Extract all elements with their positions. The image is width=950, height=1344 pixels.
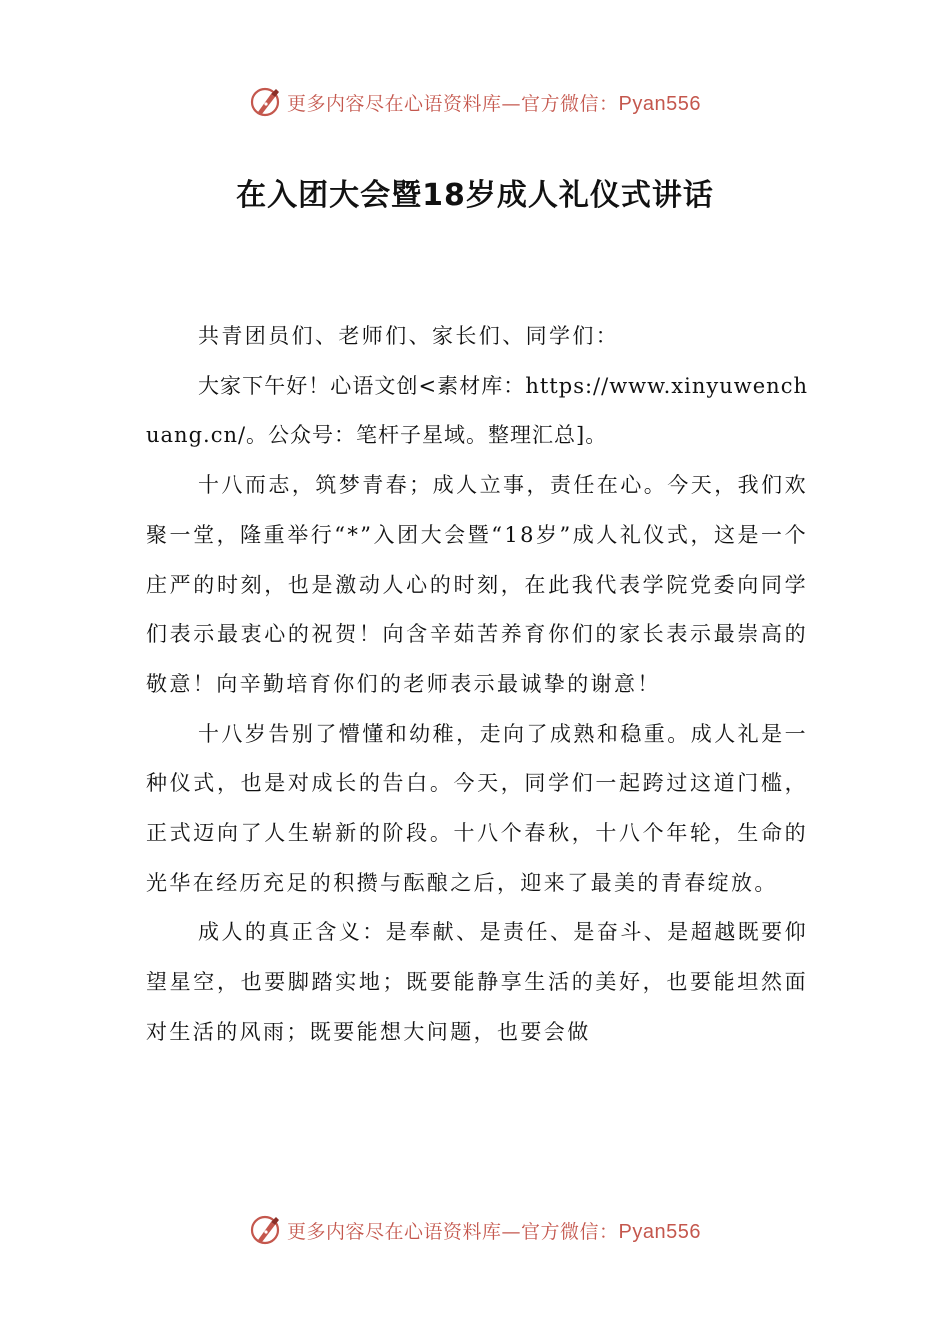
banner-slogan: 更多内容尽在心语资料库—官方微信： bbox=[287, 1220, 619, 1243]
banner-wechat-id: Pyan556 bbox=[618, 1220, 701, 1243]
pen-nib-logo-icon bbox=[249, 1213, 283, 1247]
paragraph: 十八岁告别了懵懂和幼稚，走向了成熟和稳重。成人礼是一种仪式，也是对成长的告白。今天，同学们一起跨过这道门槛，正式迈向了人生崭新的阶段。十八个春秋，十八个年轮，生命的光华在经历充足的积攒与酝酿之后，迎来了最美的青春绽放。 bbox=[146, 721, 808, 895]
paragraph: 共青团员们、老师们、家长们、同学们： bbox=[198, 324, 620, 348]
banner-text bbox=[287, 89, 701, 116]
paragraph: 成人的真正含义：是奉献、是责任、是奋斗、是超越既要仰望星空，也要脚踏实地；既要能静享生活的美好，也要能坦然面对生活的风雨；既要能想大问题，也要会做 bbox=[146, 920, 808, 1044]
pen-nib-logo-icon bbox=[249, 85, 283, 119]
banner-slogan: 更多内容尽在心语资料库—官方微信： bbox=[287, 92, 619, 115]
paragraph: 十八而志，筑梦青春；成人立事，责任在心。今天，我们欢聚一堂，隆重举行“*”入团大会暨“18岁”成人礼仪式，这是一个庄严的时刻，也是激动人心的时刻，在此我代表学院党委向同学们表示最衷心的祝贺！向含辛茹苦养育你们的家长表示最崇高的敬意！向辛勤培育你们的老师表示最诚挚的谢意！ bbox=[146, 473, 808, 696]
header-banner bbox=[0, 82, 950, 122]
document-body bbox=[146, 312, 808, 1058]
paragraph: 大家下午好！心语文创<素材库：https://www.xinyuwenchuang.cn/。公众号：笔杆子星域。整理汇总]。 bbox=[146, 373, 808, 448]
banner-wechat-id: Pyan556 bbox=[618, 92, 701, 115]
page-title: 在入团大会暨18岁成人礼仪式讲话 bbox=[236, 178, 714, 213]
footer-banner bbox=[0, 1210, 950, 1250]
banner-text bbox=[287, 1217, 701, 1244]
